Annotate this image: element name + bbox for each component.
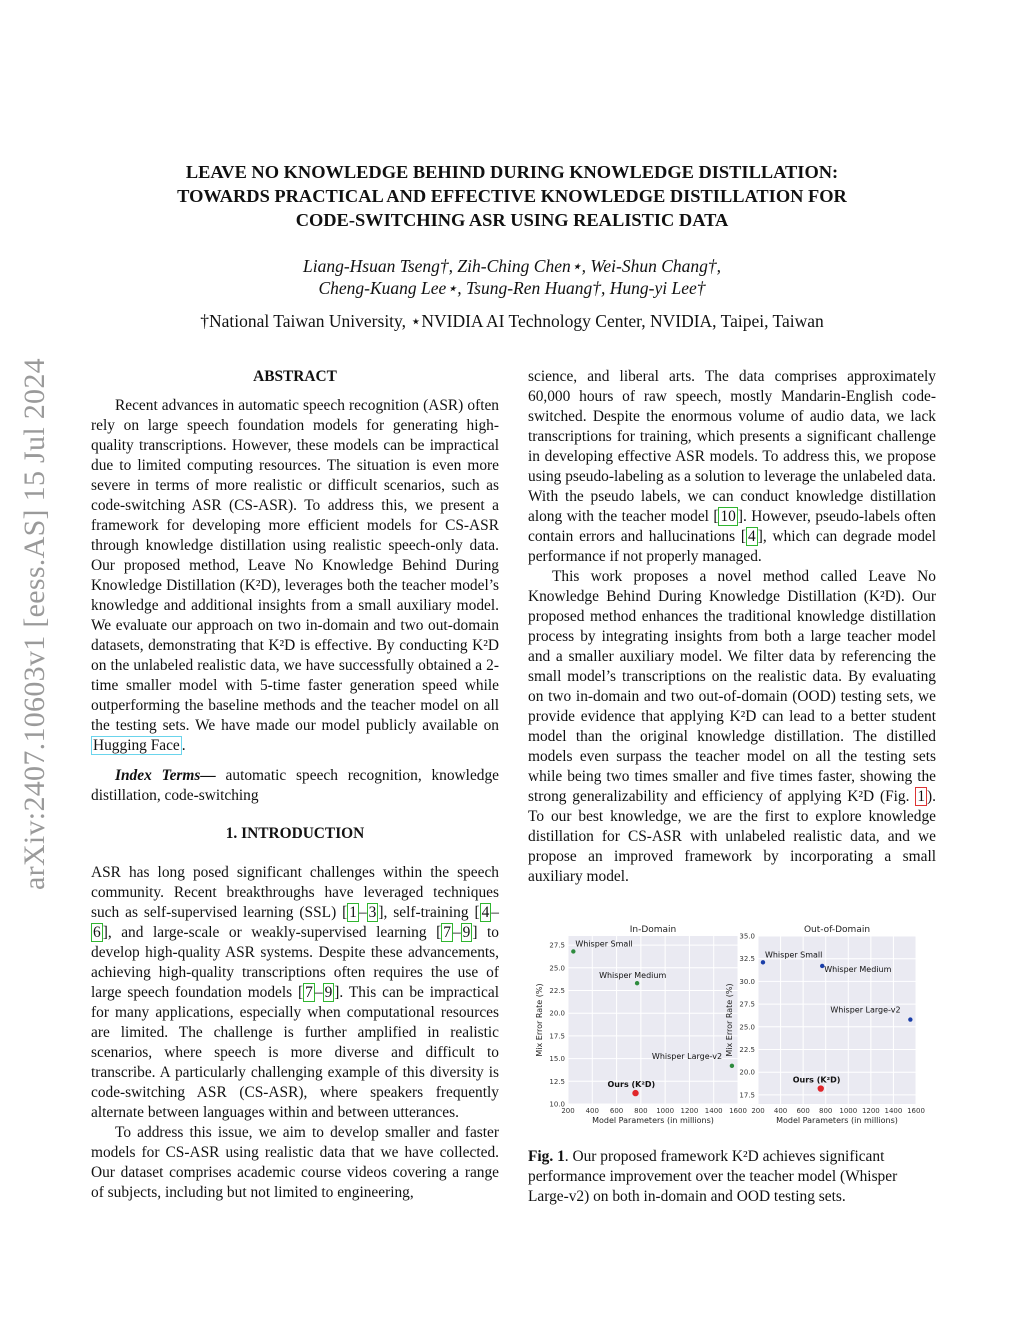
cite-7b[interactable]: 7 xyxy=(305,984,313,1001)
y-tick-label: 25.0 xyxy=(549,964,565,973)
point-label: Ours (K²D) xyxy=(607,1080,656,1090)
y-tick-label: 30.0 xyxy=(739,977,755,986)
x-axis-label: Model Parameters (in millions) xyxy=(592,1116,714,1125)
cite-3[interactable]: 3 xyxy=(368,904,377,921)
col2-p2-a: This work proposes a novel method called Leave No Knowledge Behind During Knowledge Distillation (K²D). Our proposed method enhances the traditional knowledge distillation process by integrating insights from both a large teacher model and a smaller auxiliary model. We filter data by referencing the small model’s transcriptions on the realistic data. By evaluating on two in-domain and two out-of-domain (OOD) testing sets, we provide evidence that applying K²D can lead to a better student model than the original knowledge distillation. The distilled models even surpass the teacher model on all the testing sets while being two times smaller and five times faster, showing the strong generalizability and efficiency of applying K²D (Fig. xyxy=(528,568,936,805)
cite-6[interactable]: 6 xyxy=(93,924,101,941)
intro-p1-a: ASR has long posed significant challenges within the speech community. Recent breakthroughs have leveraged techniques such as self-supervised learning (SSL) [ xyxy=(91,864,499,921)
title-line-1: LEAVE NO KNOWLEDGE BEHIND DURING KNOWLEDGE DISTILLATION: xyxy=(185,162,839,182)
index-terms-label: Index Terms— xyxy=(115,767,216,784)
authors-line-2: Cheng-Kuang Lee⋆, Tsung-Ren Huang†, Hung-yi Lee† xyxy=(318,278,706,298)
figure-caption xyxy=(528,1147,936,1207)
cite-4[interactable]: 4 xyxy=(481,904,490,921)
x-tick-label: 200 xyxy=(561,1107,575,1115)
y-tick-label: 17.5 xyxy=(549,1032,565,1041)
out-of-domain-chart xyxy=(725,925,925,1125)
cite-4-right[interactable]: 4 xyxy=(748,528,756,545)
data-point xyxy=(761,960,765,964)
y-tick-label: 15.0 xyxy=(549,1055,565,1064)
dash: – xyxy=(358,904,367,921)
point-label: Whisper Large-v2 xyxy=(830,1005,901,1015)
abstract-text: Recent advances in automatic speech recognition (ASR) often rely on large speech foundation models for generating high-quality transcriptions. However, these models can be impractical due to limited computing resources. The situation is even more severe in terms of more realistic or difficult scenarios, such as code-switching ASR (CS-ASR). To address this, we present a framework for developing more efficient models for CS-ASR through knowledge distillation using realistic speech-only data. Our proposed method, Leave No Knowledge Behind During Knowledge Distillation (K²D), leverages both the teacher model’s knowledge and additional insights from a small auxiliary model. We evaluate our approach on two in-domain and two out-domain datasets, demonstrating that K²D is effective. By conducting K²D on the unlabeled realistic data, we have successfully obtained a 2-time smaller model with 5-time faster generation speed while outperforming the baseline methods and the teacher model on all the testing sets. We have made our model publicly available on xyxy=(91,397,499,734)
in-domain-chart xyxy=(535,925,747,1125)
y-tick-label: 20.0 xyxy=(549,1009,565,1018)
abstract-body xyxy=(91,396,499,756)
caption-label: Fig. 1 xyxy=(528,1148,565,1165)
x-tick-label: 400 xyxy=(585,1107,599,1115)
intro-paragraph-2: To address this issue, we aim to develop smaller and faster models for CS-ASR using realistic data that we have collected. Our dataset comprises academic course videos covering a range of subjects, including but not limited to engineering, xyxy=(91,1124,499,1201)
cite-7[interactable]: 7 xyxy=(443,924,451,941)
title-line-2: TOWARDS PRACTICAL AND EFFECTIVE KNOWLEDGE DISTILLATION FOR xyxy=(177,186,847,206)
index-terms xyxy=(91,766,499,806)
index-terms-text: automatic speech recognition, knowledge distillation, code-switching xyxy=(91,767,500,804)
y-tick-label: 32.5 xyxy=(739,955,755,964)
x-tick-label: 600 xyxy=(609,1107,624,1115)
col2-p1-b: ]. However, pseudo-labels often contain errors and hallucinations [ xyxy=(528,508,936,545)
y-tick-label: 22.5 xyxy=(549,986,565,995)
point-label: Whisper Medium xyxy=(824,964,892,974)
x-tick-label: 400 xyxy=(773,1107,788,1115)
data-point xyxy=(571,949,575,953)
intro-p1-c: ], and large-scale or weakly-supervised learning [ xyxy=(102,924,442,941)
x-tick-label: 800 xyxy=(634,1107,648,1115)
y-tick-label: 17.5 xyxy=(739,1091,755,1100)
left-column xyxy=(91,367,499,1203)
cite-10[interactable]: 10 xyxy=(720,508,736,525)
cite-1[interactable]: 1 xyxy=(349,904,357,921)
x-tick-label: 200 xyxy=(751,1107,765,1115)
cite-9b[interactable]: 9 xyxy=(324,984,333,1001)
x-tick-label: 1200 xyxy=(861,1107,880,1115)
data-point xyxy=(730,1064,734,1068)
col2-p1-a: science, and liberal arts. The data comprises approximately 60,000 hours of raw speech, mostly Mandarin-English code-switched. Despite the enormous volume of audio data, we lack transcriptions for training, which presents a significant challenge in developing effective ASR models. To address this, we propose using pseudo-labeling as a solution to leverage the unlabeled data. With the pseudo labels, we can conduct knowledge distillation along with the teacher model [ xyxy=(528,368,936,525)
fig-1-ref[interactable]: 1 xyxy=(917,788,926,805)
y-tick-label: 10.0 xyxy=(549,1100,565,1109)
x-tick-label: 1400 xyxy=(704,1107,723,1115)
x-tick-label: 1200 xyxy=(680,1107,699,1115)
cite-9[interactable]: 9 xyxy=(462,924,471,941)
paper-title xyxy=(100,160,924,232)
author-list xyxy=(100,255,924,299)
point-label: Ours (K²D) xyxy=(792,1075,841,1085)
title-line-3: CODE-SWITCHING ASR USING REALISTIC DATA xyxy=(295,210,729,230)
intro-heading: 1. INTRODUCTION xyxy=(225,825,365,842)
col2-paragraph-2 xyxy=(528,567,936,887)
intro-p1-b: ], self-training [ xyxy=(378,904,480,921)
x-tick-label: 1000 xyxy=(839,1107,858,1115)
data-point xyxy=(635,981,639,985)
arxiv-side-label: arXiv:2407.10603v1 [eess.AS] 15 Jul 2024 xyxy=(18,358,51,890)
authors-line-1: Liang-Hsuan Tseng†, Zih-Ching Chen⋆, Wei-Shun Chang†, xyxy=(302,256,722,276)
dash: – xyxy=(452,924,461,941)
hugging-face-link[interactable]: Hugging Face xyxy=(93,737,180,754)
y-tick-label: 35.0 xyxy=(739,932,755,941)
x-axis-label: Model Parameters (in millions) xyxy=(776,1116,898,1125)
x-tick-label: 1600 xyxy=(907,1107,925,1115)
abstract-end: . xyxy=(181,737,186,754)
intro-p1-e: ]. This can be impractical for many applications, especially when computational resources are limited. The challenge is further amplified in realistic scenarios, where speech is more diverse and difficult to transcribe. A particularly challenging example of this diversity is code-switching ASR (CS-ASR), where speakers frequently alternate between languages within and between utterances. xyxy=(91,984,499,1121)
y-axis-label: Mix Error Rate (%) xyxy=(535,983,544,1057)
col2-paragraph-1 xyxy=(528,367,936,567)
y-tick-label: 12.5 xyxy=(549,1077,565,1086)
x-tick-label: 600 xyxy=(796,1107,810,1115)
data-point xyxy=(908,1017,912,1021)
y-tick-label: 27.5 xyxy=(549,941,565,950)
dash: – xyxy=(314,984,323,1001)
x-tick-label: 1400 xyxy=(884,1107,903,1115)
caption-text: . Our proposed framework K²D achieves significant performance improvement over the teacher model (Whisper Large-v2) on both in-domain and OOD testing sets. xyxy=(528,1148,898,1205)
y-tick-label: 22.5 xyxy=(739,1046,755,1055)
chart-title: Out-of-Domain xyxy=(803,925,871,935)
x-tick-label: 1600 xyxy=(729,1107,747,1115)
col2-p2-b: ). To our best knowledge, we are the first to explore knowledge distillation for CS-ASR with unlabeled realistic data, and we propose an improved framework by incorporating a small auxiliary model. xyxy=(528,788,936,885)
x-tick-label: 800 xyxy=(819,1107,833,1115)
y-tick-label: 20.0 xyxy=(739,1068,755,1077)
point-label: Whisper Medium xyxy=(599,971,667,981)
data-point xyxy=(632,1090,638,1096)
chart-title: In-Domain xyxy=(629,925,677,935)
point-label: Whisper Large-v2 xyxy=(651,1051,723,1061)
dash: – xyxy=(491,904,499,921)
intro-paragraph-1 xyxy=(91,863,499,1123)
data-point xyxy=(818,1085,824,1091)
abstract-heading: ABSTRACT xyxy=(253,368,337,385)
point-label: Whisper Small xyxy=(764,950,823,960)
plot-background xyxy=(568,936,738,1104)
y-tick-label: 27.5 xyxy=(739,1000,755,1009)
y-axis-label: Mix Error Rate (%) xyxy=(725,983,734,1057)
y-tick-label: 25.0 xyxy=(739,1023,755,1032)
x-tick-label: 1000 xyxy=(656,1107,675,1115)
intro-p1-d: ] to develop high-quality ASR systems. Despite these advancements, achieving high-quality transcriptions often requires the use of large speech foundation models [ xyxy=(91,924,499,1001)
right-column xyxy=(528,367,936,887)
col2-p1-c: ], which can degrade model performance if not properly managed. xyxy=(528,528,936,565)
figure-1-charts xyxy=(520,918,940,1133)
point-label: Whisper Small xyxy=(575,939,633,949)
affiliations: †National Taiwan University, ⋆NVIDIA AI Technology Center, NVIDIA, Taipei, Taiwan xyxy=(200,311,824,331)
